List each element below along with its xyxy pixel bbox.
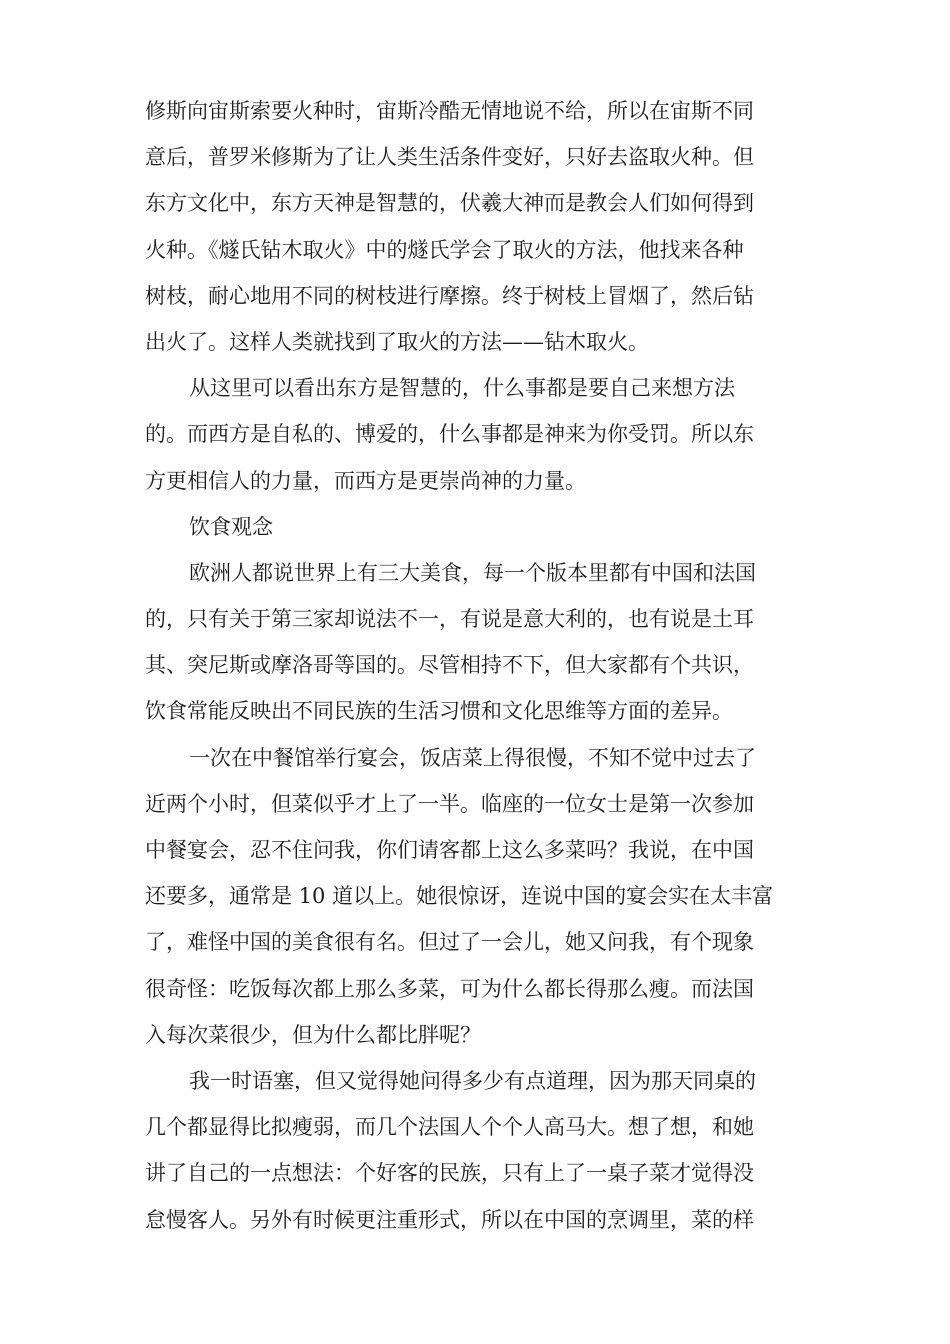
text-line: 从这里可以看出东方是智慧的，什么事都是要自己来想方法 [189, 376, 735, 401]
text-line: 几个都显得比拟瘦弱，而几个法国人个个人高马大。想了想，和她 [145, 1115, 754, 1140]
text-line: 很奇怪：吃饭每次都上那么多菜，可为什么都长得那么瘦。而法国 [145, 976, 754, 1001]
text-line: 的。而西方是自私的、博爱的，什么事都是神来为你受罚。所以东 [145, 422, 754, 447]
text-line: 饮食常能反映出不同民族的生活习惯和文化思维等方面的差异。 [145, 699, 733, 724]
text-line: 中餐宴会，忍不住问我，你们请客都上这么多菜吗？我说，在中国 [145, 838, 754, 862]
text-line: 修斯向宙斯索要火种时，宙斯冷酷无情地说不给，所以在宙斯不同 [145, 99, 754, 123]
text-line: 其、突尼斯或摩洛哥等国的。尽管相持不下，但大家都有个共识， [145, 653, 754, 678]
text-line: 讲了自己的一点想法：个好客的民族，只有上了一桌子菜才觉得没 [145, 1161, 754, 1186]
text-line: 入每次菜很少，但为什么都比胖呢？ [145, 1022, 481, 1047]
text-line: 的，只有关于第三家却说法不一，有说是意大利的，也有说是土耳 [145, 607, 754, 632]
text-line: 我一时语塞，但又觉得她问得多少有点道理，因为那天同桌的 [189, 1068, 756, 1093]
text-line: 东方文化中，东方天神是智慧的，伏羲大神而是教会人们如何得到 [145, 191, 754, 216]
document-body [145, 88, 805, 1243]
text-line: 火种。《燧氏钻木取火》中的燧氏学会了取火的方法，他找来各种 [145, 237, 744, 262]
text-line: 近两个小时，但菜似乎才上了一半。临座的一位女士是第一次参加 [145, 791, 754, 816]
text-line: 欧洲人都说世界上有三大美食，每一个版本里都有中国和法国 [189, 560, 756, 585]
text-line: 还要多，通常是 10 道以上。她很惊讶，连说中国的宴会实在太丰富 [145, 884, 774, 909]
text-line: 了，难怪中国的美食很有名。但过了一会儿，她又问我，有个现象 [145, 930, 754, 955]
text-line: 意后，普罗米修斯为了让人类生活条件变好，只好去盗取火种。但 [145, 145, 754, 170]
text-line: 一次在中餐馆举行宴会，饭店菜上得很慢，不知不觉中过去了 [189, 745, 756, 770]
text-line: 树枝，耐心地用不同的树枝进行摩擦。终于树枝上冒烟了，然后钻 [145, 283, 754, 308]
text-line: 出火了。这样人类就找到了取火的方法——钻木取火。 [145, 329, 649, 354]
text-line: 怠慢客人。另外有时候更注重形式，所以在中国的烹调里，菜的样 [145, 1207, 754, 1232]
text-line: 饮食观念 [189, 514, 273, 539]
text-line: 方更相信人的力量，而西方是更崇尚神的力量。 [145, 468, 586, 493]
